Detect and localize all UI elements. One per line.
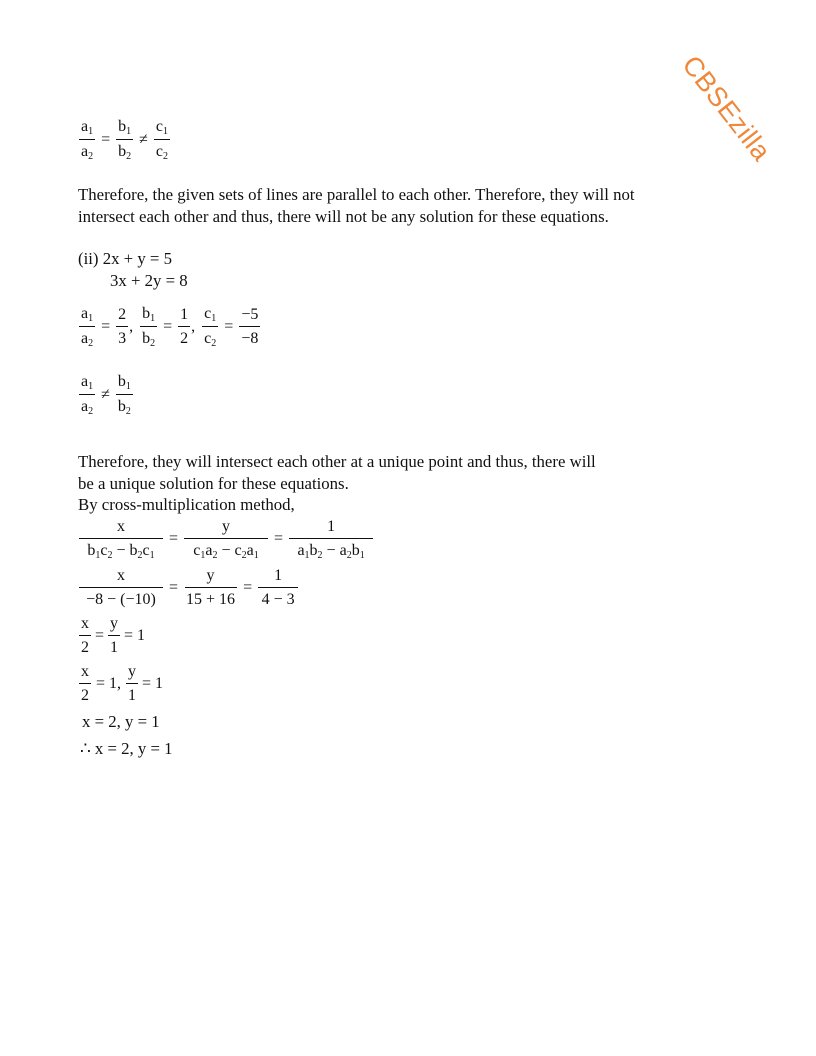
not-equal-sign: ≠ xyxy=(101,386,110,403)
parallel-condition xyxy=(78,118,678,162)
coefficient-ratios xyxy=(78,305,678,349)
ratio-b: $\frac{b_1}{b_2}$ xyxy=(117,373,131,417)
equals-sign: = xyxy=(95,626,105,644)
result-line: x = 2, y = 1 xyxy=(82,711,160,731)
comma: , xyxy=(191,318,196,335)
ratio-b: $\frac{b_1}{b_2}$ xyxy=(142,305,156,349)
equals-one-comma: = 1, xyxy=(96,674,122,692)
x-over-2: $\frac{x}{2}$ xyxy=(81,662,89,704)
part-ii-equation-2: 3x + 2y = 8 xyxy=(110,270,188,290)
x-over-den1: $\frac{x}{b_1c_2 - b_2c_1}$ xyxy=(79,518,163,561)
simplified-ratio xyxy=(78,615,678,657)
parallel-conclusion-paragraph: Therefore, the given sets of lines are parallel to each other. Therefore, they will not intersect each other and thus, there will not be any solution for these equations. xyxy=(78,185,635,226)
ratio-c-value: $\frac{-5}{-8}$ xyxy=(241,306,259,347)
ratio-c: $\frac{c_1}{c_2}$ xyxy=(204,305,217,349)
fraction-b1-b2: $\frac{b_1}{b_2}$ xyxy=(118,118,132,162)
rhs-one: = 1 xyxy=(142,674,164,692)
cross-multiplication-formula xyxy=(78,518,678,561)
y-over-subst2: $\frac{y}{15 + 16}$ xyxy=(186,566,236,608)
one-over-subst3: $\frac{1}{4 - 3}$ xyxy=(258,567,298,609)
equals-sign: = xyxy=(243,578,253,596)
equals-sign: = xyxy=(101,318,111,335)
not-equal-sign: ≠ xyxy=(139,131,148,148)
ratio-a: $\frac{a_1}{a_2}$ xyxy=(81,373,94,417)
method-line: By cross-multiplication method, xyxy=(78,495,295,514)
substituted-formula xyxy=(78,567,678,609)
fraction-c1-c2: $\frac{c_1}{c_2}$ xyxy=(155,118,169,162)
final-answer-line: ∴ x = 2, y = 1 xyxy=(80,739,173,758)
rhs-one: = 1 xyxy=(124,626,146,644)
ratio-b-value: $\frac{1}{2}$ xyxy=(180,306,189,347)
equals-sign: = xyxy=(274,530,284,547)
ratio-a: $\frac{a_1}{a_2}$ xyxy=(81,305,94,349)
one-over-den3: $\frac{1}{a_1b_2 - a_2b_1}$ xyxy=(289,518,373,561)
cbsezilla-watermark: CBSEzilla xyxy=(676,50,777,167)
y-over-den2: $\frac{y}{c_1a_2 - c_2a_1}$ xyxy=(184,518,268,561)
x-over-subst1: $\frac{x}{-8 - (-10)}$ xyxy=(79,567,163,609)
solution-content xyxy=(78,118,678,760)
unique-solution-line-2: be a unique solution for these equations. xyxy=(78,473,349,493)
split-equations xyxy=(78,663,678,705)
ratio-a-value: $\frac{2}{3}$ xyxy=(118,306,127,347)
x-over-2: $\frac{x}{2}$ xyxy=(81,614,89,656)
comma: , xyxy=(129,318,134,335)
y-over-1: $\frac{y}{1}$ xyxy=(110,614,119,656)
part-ii-equation-1: (ii) 2x + y = 5 xyxy=(78,249,172,268)
equals-sign: = xyxy=(169,530,179,547)
equals-sign: = xyxy=(163,318,173,335)
intersect-condition xyxy=(78,373,678,417)
equals-sign: = xyxy=(169,578,179,596)
equals-sign: = xyxy=(101,131,111,148)
fraction-a1-a2: $\frac{a_1}{a_2}$ xyxy=(81,118,94,162)
unique-solution-line-1: Therefore, they will intersect each other at a unique point and thus, there will xyxy=(78,452,596,471)
y-over-1: $\frac{y}{1}$ xyxy=(128,662,137,704)
equals-sign: = xyxy=(224,318,234,335)
